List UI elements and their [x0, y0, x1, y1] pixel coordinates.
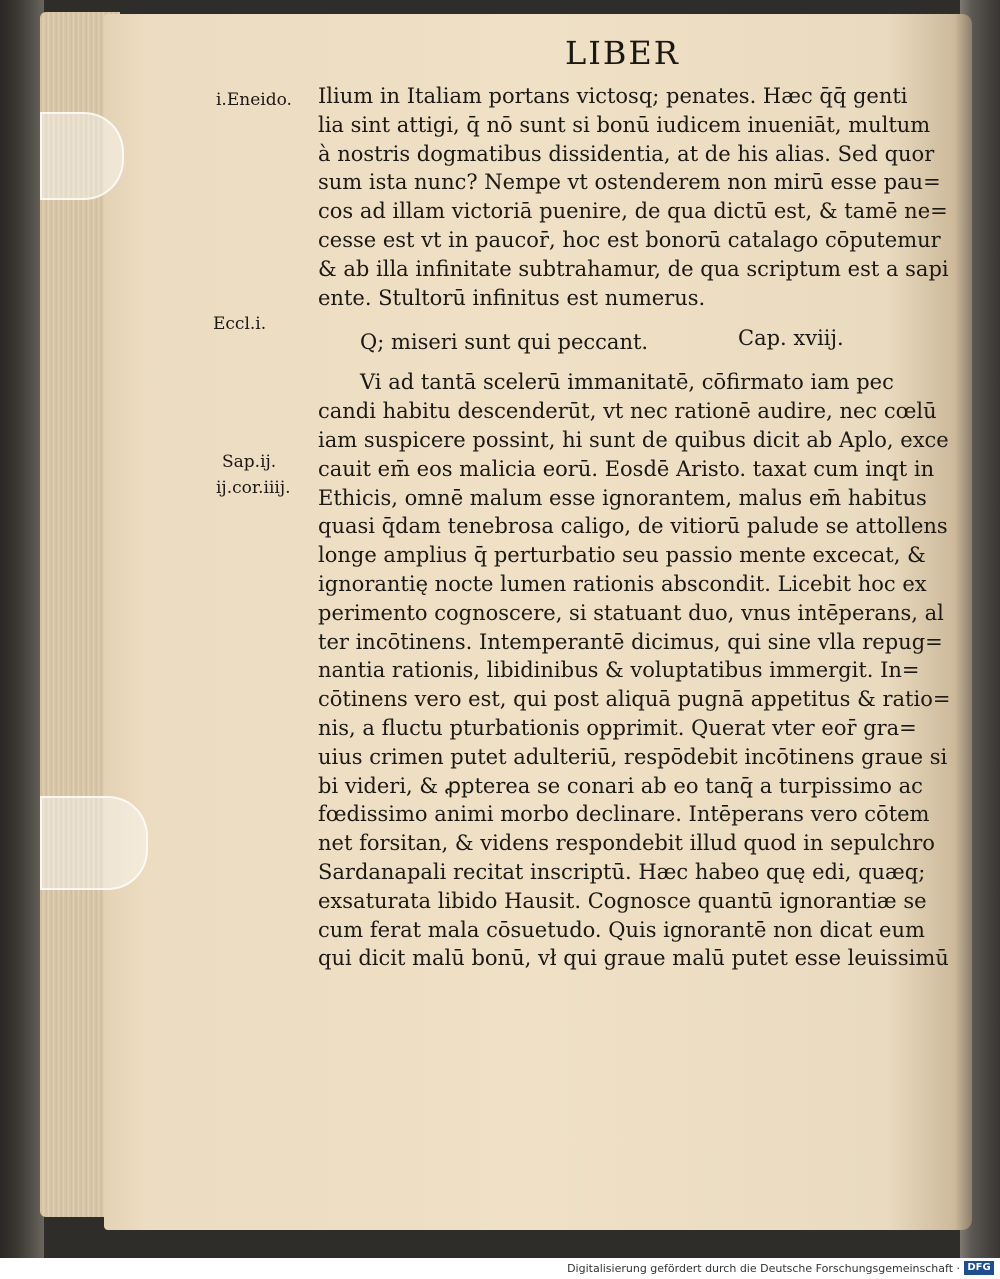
text-line: sum ista nunc? Nempe vt ostenderem non mirū esse pau= — [318, 170, 941, 195]
text-line: qui dicit malū bonū, vł qui graue malū putet esse leuissimū — [318, 946, 949, 971]
text-line: à nostris dogmatibus dissidentia, at de his alias. Sed quor — [318, 141, 935, 166]
text-line: fœdissimo animi morbo declinare. Intēperans vero cōtem — [318, 802, 930, 827]
text-line: Sardanapali recitat inscriptū. Hæc habeo quę edi, quæq; — [318, 859, 926, 884]
text-line: Ethicis, omnē malum esse ignorantem, malus em̄ habitus — [318, 485, 927, 510]
margin-note-cor: ij.cor.iiij. — [216, 478, 291, 498]
text-line: nantia rationis, libidinibus & voluptatibus immergit. In= — [318, 658, 920, 683]
text-line: ente. Stultorū infinitus est numerus. — [318, 285, 706, 310]
text-line: quasi q̄dam tenebrosa caligo, de vitiorū palude se attollens — [318, 514, 948, 539]
text-line: lia sint attigi, q̄ nō sunt si bonū iudicem inueniāt, multum — [318, 112, 931, 137]
text-line: iam suspicere possint, hi sunt de quibus dicit ab Aplo, exce — [318, 427, 949, 452]
text-line: ter incōtinens. Intemperantē dicimus, qui sine vlla repug= — [318, 629, 943, 654]
text-line: cum ferat mala cōsuetudo. Quis ignorantē non dicat eum — [318, 917, 925, 942]
text-line: & ab illa infinitate subtrahamur, de qua scriptum est a sapi — [318, 256, 949, 281]
footer-bar — [0, 1258, 1000, 1279]
main-text — [318, 82, 951, 973]
text-line: cesse est vt in paucor̄, hoc est bonorū catalago cōputemur — [318, 227, 941, 252]
running-head: LIBER — [565, 34, 680, 72]
text-line: bi videri, & ꝓpterea se conari ab eo tanq̄ a turpissimo ac — [318, 773, 923, 798]
text-line: cos ad illam victoriā puenire, de qua dictū est, & tamē ne= — [318, 199, 948, 224]
text-line: Ilium in Italiam portans victosq; penates. Hæc q̄q̄ genti — [318, 84, 908, 108]
chapter-heading — [318, 322, 940, 368]
text-line: perimento cognoscere, si statuant duo, vnus intēperans, al — [318, 600, 944, 625]
margin-note-sap: Sap.ij. — [222, 452, 277, 472]
text-line: nis, a fluctu pturbationis opprimit. Querat vter eor̄ gra= — [318, 715, 917, 740]
margin-note-eccl: Eccl.i. — [213, 314, 267, 334]
dfg-logo: DFG — [964, 1261, 994, 1275]
margin-note-eneido: i.Eneido. — [216, 90, 292, 110]
text-line: uius crimen putet adulteriū, respōdebit incōtinens graue si — [318, 744, 948, 769]
book-cover-left — [0, 0, 44, 1258]
footer-credit: Digitalisierung gefördert durch die Deutsche Forschungsgemeinschaft · — [567, 1262, 960, 1275]
text-line: ignorantię nocte lumen rationis abscondit. Licebit hoc ex — [318, 571, 927, 596]
chapter-title: Q; miseri sunt qui peccant. — [360, 330, 649, 355]
page-clip-bottom — [40, 796, 148, 890]
page-clip-top — [40, 112, 124, 200]
text-line: Vi ad tantā scelerū immanitatē, cōfirmato iam pec — [360, 370, 894, 395]
text-line: longe amplius q̄ perturbatio seu passio mente excecat, & — [318, 543, 926, 568]
text-line: cōtinens vero est, qui post aliquā pugnā appetitus & ratio= — [318, 687, 951, 712]
text-line: net forsitan, & videns respondebit illud quod in sepulchro — [318, 831, 935, 856]
text-line: exsaturata libido Hausit. Cognosce quantū ignorantiæ se — [318, 888, 927, 913]
text-line: cauit em̄ eos malicia eorū. Eosdē Aristo. taxat cum inqt in — [318, 456, 935, 481]
chapter-number: Cap. xviij. — [738, 326, 844, 351]
text-line: candi habitu descenderūt, vt nec rationē audire, nec cœlū — [318, 399, 937, 424]
